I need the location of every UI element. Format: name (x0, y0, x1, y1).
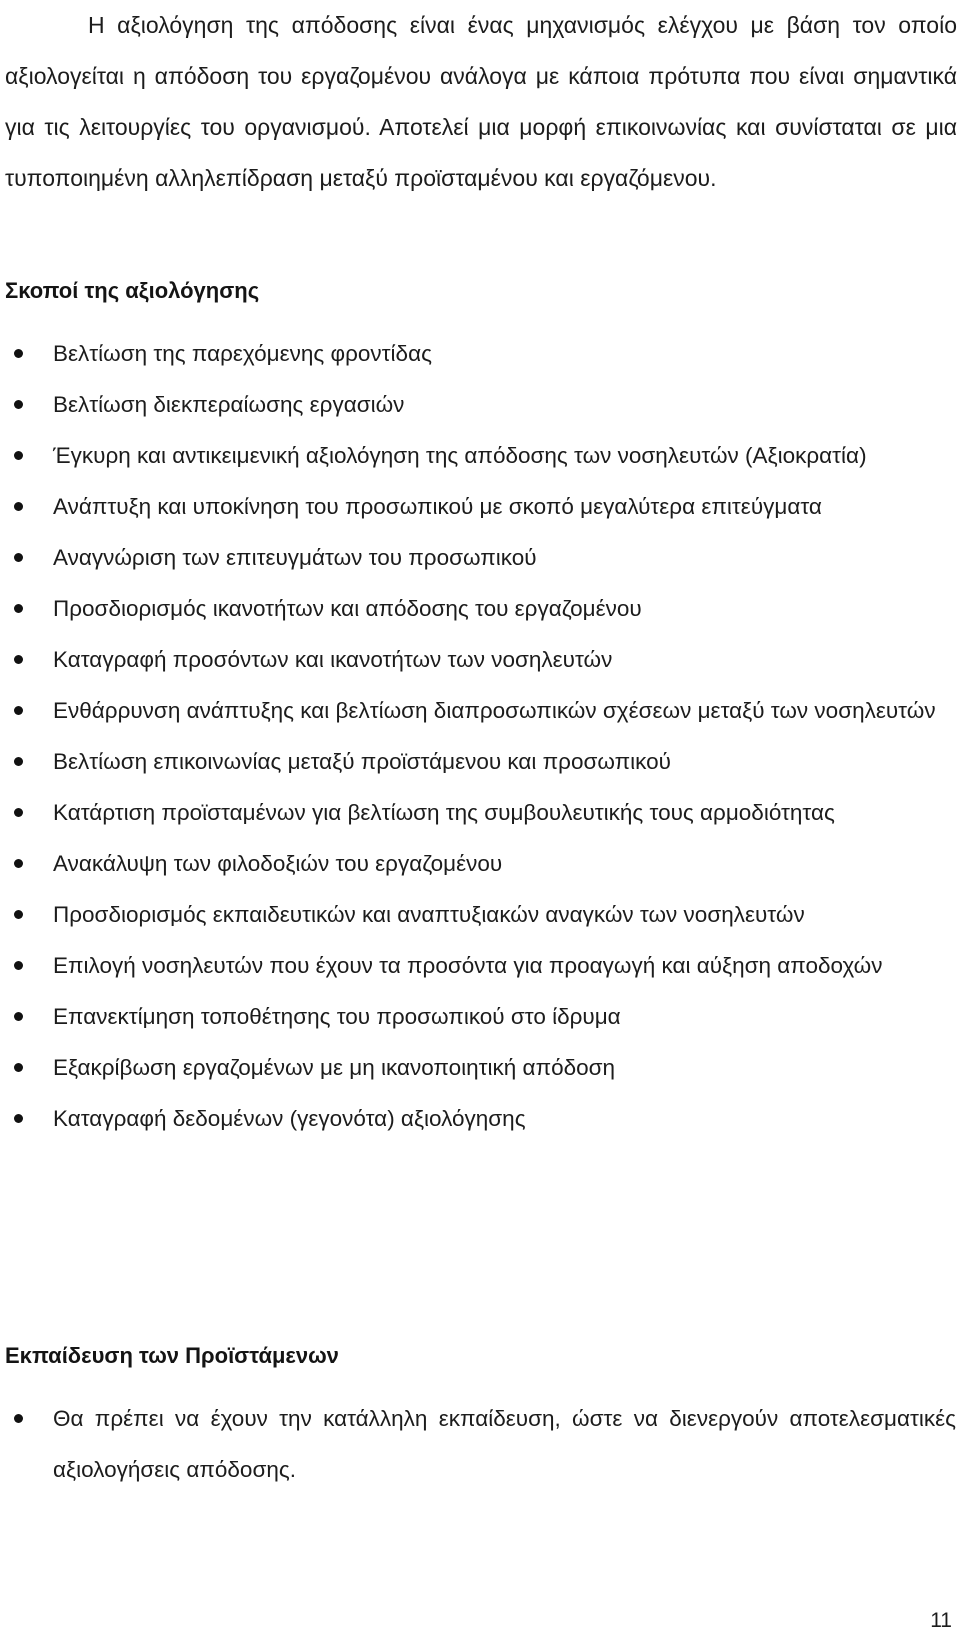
list-item (0, 328, 960, 379)
bullet-icon (14, 1114, 23, 1123)
list-item (0, 583, 960, 634)
purposes-list (0, 328, 960, 1144)
list-item-text: Προσδιορισμός εκπαιδευτικών και αναπτυξιακών αναγκών των νοσηλευτών (53, 902, 805, 927)
list-item-text: Κατάρτιση προϊσταμένων για βελτίωση της συμβουλευτικής τους αρμοδιότητας (53, 800, 835, 825)
list-item-text: Ενθάρρυνση ανάπτυξης και βελτίωση διαπροσωπικών σχέσεων μεταξύ των νοσηλευτών (53, 698, 936, 723)
list-item-text: Ανακάλυψη των φιλοδοξιών του εργαζομένου (53, 851, 503, 876)
training-heading: Εκπαίδευση των Προϊστάμενων (5, 1343, 339, 1368)
list-item (0, 1042, 960, 1093)
bullet-icon (14, 1012, 23, 1021)
list-item (0, 838, 960, 889)
list-item (0, 481, 960, 532)
bullet-icon (14, 1414, 23, 1423)
list-item (0, 940, 960, 991)
list-item-text: Ανάπτυξη και υποκίνηση του προσωπικού με σκοπό μεγαλύτερα επιτεύγματα (53, 494, 822, 519)
list-item (0, 889, 960, 940)
bullet-icon (14, 910, 23, 919)
bullet-icon (14, 808, 23, 817)
list-item-text: Βελτίωση της παρεχόμενης φροντίδας (53, 341, 432, 366)
list-item (0, 379, 960, 430)
list-item (0, 1393, 960, 1495)
list-item-text: Καταγραφή δεδομένων (γεγονότα) αξιολόγησης (53, 1106, 526, 1131)
bullet-icon (14, 757, 23, 766)
bullet-icon (14, 349, 23, 358)
list-item-text: Βελτίωση διεκπεραίωσης εργασιών (53, 392, 405, 417)
list-item (0, 634, 960, 685)
bullet-icon (14, 655, 23, 664)
list-item-text: Επανεκτίμηση τοποθέτησης του προσωπικού στο ίδρυμα (53, 1004, 621, 1029)
list-item-text: Αναγνώριση των επιτευγμάτων του προσωπικού (53, 545, 537, 570)
list-item (0, 430, 960, 481)
purposes-heading: Σκοποί της αξιολόγησης (5, 278, 260, 303)
list-item-text: Θα πρέπει να έχουν την κατάλληλη εκπαίδευση, ώστε να διενεργούν αποτελεσματικές αξιολογήσεις απόδοσης. (53, 1406, 956, 1482)
list-item (0, 736, 960, 787)
bullet-icon (14, 859, 23, 868)
intro-paragraph: Η αξιολόγηση της απόδοσης είναι ένας μηχανισμός ελέγχου με βάση τον οποίο αξιολογείται η απόδοση του εργαζομένου ανάλογα με κάποια πρότυπα που είναι σημαντικά για τις λειτουργίες του οργανισμού. Αποτελεί μια μορφή επικοινωνίας και συνίσταται σε μια τυποποιημένη αλληλεπίδραση μεταξύ προϊσταμένου και εργαζόμενου. (5, 12, 957, 191)
bullet-icon (14, 706, 23, 715)
page-number: 11 (930, 1609, 952, 1632)
list-item (0, 532, 960, 583)
list-item-text: Προσδιορισμός ικανοτήτων και απόδοσης του εργαζομένου (53, 596, 642, 621)
list-item (0, 787, 960, 838)
list-item-text: Επιλογή νοσηλευτών που έχουν τα προσόντα για προαγωγή και αύξηση αποδοχών (53, 953, 883, 978)
list-item (0, 991, 960, 1042)
bullet-icon (14, 961, 23, 970)
list-item-text: Καταγραφή προσόντων και ικανοτήτων των νοσηλευτών (53, 647, 613, 672)
bullet-icon (14, 604, 23, 613)
list-item (0, 1093, 960, 1144)
bullet-icon (14, 1063, 23, 1072)
bullet-icon (14, 502, 23, 511)
bullet-icon (14, 451, 23, 460)
training-list (0, 1393, 960, 1495)
list-item (0, 685, 960, 736)
list-item-text: Έγκυρη και αντικειμενική αξιολόγηση της απόδοσης των νοσηλευτών (Αξιοκρατία) (53, 443, 867, 468)
bullet-icon (14, 400, 23, 409)
list-item-text: Βελτίωση επικοινωνίας μεταξύ προϊστάμενου και προσωπικού (53, 749, 671, 774)
bullet-icon (14, 553, 23, 562)
list-item-text: Εξακρίβωση εργαζομένων με μη ικανοποιητική απόδοση (53, 1055, 616, 1080)
